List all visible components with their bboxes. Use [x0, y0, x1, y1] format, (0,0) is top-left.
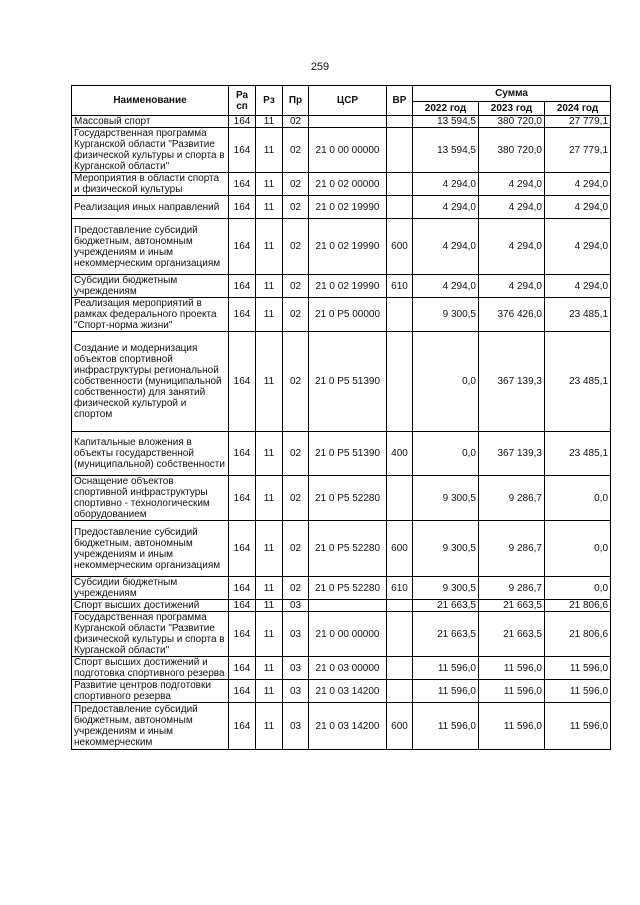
- row-amount-2024: 21 806,6: [545, 612, 611, 657]
- row-amount-2023: 4 294,0: [479, 196, 545, 219]
- row-rasp: 164: [229, 128, 256, 173]
- table-row: [72, 577, 611, 600]
- row-csr: 21 0 02 19990: [309, 219, 387, 275]
- budget-table: [71, 85, 611, 750]
- col-header-vr: ВР: [387, 86, 413, 116]
- row-amount-2024: 0,0: [545, 521, 611, 577]
- row-rz: 11: [256, 703, 283, 750]
- row-rz: 11: [256, 116, 283, 128]
- row-rasp: 164: [229, 173, 256, 196]
- row-amount-2023: 380 720,0: [479, 116, 545, 128]
- row-amount-2022: 4 294,0: [413, 275, 479, 298]
- row-amount-2022: 11 596,0: [413, 703, 479, 750]
- table-body: [72, 116, 611, 750]
- row-pr: 02: [283, 128, 309, 173]
- row-name: Предоставление субсидий бюджетным, автономным учреждениям и иным некоммерческим: [72, 703, 229, 750]
- col-header-2022: 2022 год: [413, 102, 479, 116]
- row-pr: 03: [283, 600, 309, 612]
- row-pr: 03: [283, 680, 309, 703]
- row-amount-2022: 9 300,5: [413, 577, 479, 600]
- col-header-csr: ЦСР: [309, 86, 387, 116]
- table-row: [72, 116, 611, 128]
- row-amount-2022: 4 294,0: [413, 173, 479, 196]
- page-number: 259: [310, 61, 330, 73]
- row-name: Реализация иных направлений: [72, 196, 229, 219]
- row-amount-2023: 380 720,0: [479, 128, 545, 173]
- row-rz: 11: [256, 298, 283, 332]
- row-csr: 21 0 00 00000: [309, 612, 387, 657]
- table-row: [72, 703, 611, 750]
- row-pr: 02: [283, 219, 309, 275]
- row-rz: 11: [256, 275, 283, 298]
- row-name: Субсидии бюджетным учреждениям: [72, 577, 229, 600]
- row-amount-2023: 11 596,0: [479, 680, 545, 703]
- row-amount-2024: 23 485,1: [545, 298, 611, 332]
- row-pr: 02: [283, 432, 309, 476]
- row-amount-2022: 13 594,5: [413, 128, 479, 173]
- row-amount-2023: 9 286,7: [479, 476, 545, 521]
- row-vr: [387, 196, 413, 219]
- row-vr: [387, 298, 413, 332]
- row-csr: 21 0 P5 51390: [309, 432, 387, 476]
- row-rasp: 164: [229, 657, 256, 680]
- row-amount-2024: 27 779,1: [545, 116, 611, 128]
- row-name: Государственная программа Курганской области "Развитие физической культуры и спорта в Курганской области": [72, 128, 229, 173]
- row-csr: 21 0 02 19990: [309, 196, 387, 219]
- row-pr: 02: [283, 196, 309, 219]
- row-csr: 21 0 02 19990: [309, 275, 387, 298]
- table-header: [72, 86, 611, 116]
- table-row: [72, 657, 611, 680]
- row-vr: 600: [387, 703, 413, 750]
- row-rz: 11: [256, 476, 283, 521]
- row-amount-2023: 376 426,0: [479, 298, 545, 332]
- row-name: Спорт высших достижений: [72, 600, 229, 612]
- row-amount-2024: 4 294,0: [545, 275, 611, 298]
- row-amount-2022: 21 663,5: [413, 612, 479, 657]
- row-amount-2024: 11 596,0: [545, 680, 611, 703]
- row-pr: 02: [283, 521, 309, 577]
- row-name: Предоставление субсидий бюджетным, автономным учреждениям и иным некоммерческим организациям: [72, 521, 229, 577]
- row-amount-2022: 4 294,0: [413, 196, 479, 219]
- row-rz: 11: [256, 600, 283, 612]
- row-csr: 21 0 P5 00000: [309, 298, 387, 332]
- row-amount-2024: 0,0: [545, 476, 611, 521]
- table-row: [72, 680, 611, 703]
- row-pr: 02: [283, 298, 309, 332]
- row-vr: [387, 612, 413, 657]
- row-vr: [387, 128, 413, 173]
- row-csr: 21 0 P5 52280: [309, 577, 387, 600]
- row-vr: [387, 116, 413, 128]
- row-vr: [387, 332, 413, 432]
- row-vr: [387, 476, 413, 521]
- col-header-pr: Пр: [283, 86, 309, 116]
- row-rz: 11: [256, 173, 283, 196]
- row-rasp: 164: [229, 521, 256, 577]
- row-name: Мероприятия в области спорта и физической культуры: [72, 173, 229, 196]
- row-vr: 600: [387, 219, 413, 275]
- row-rasp: 164: [229, 432, 256, 476]
- row-vr: [387, 657, 413, 680]
- row-amount-2023: 4 294,0: [479, 173, 545, 196]
- row-rasp: 164: [229, 298, 256, 332]
- row-vr: [387, 680, 413, 703]
- row-csr: [309, 116, 387, 128]
- row-amount-2024: 4 294,0: [545, 196, 611, 219]
- row-rasp: 164: [229, 612, 256, 657]
- row-name: Развитие центров подготовки спортивного резерва: [72, 680, 229, 703]
- table-row: [72, 298, 611, 332]
- row-amount-2023: 11 596,0: [479, 657, 545, 680]
- table-row: [72, 196, 611, 219]
- row-amount-2023: 367 139,3: [479, 332, 545, 432]
- col-header-2023: 2023 год: [479, 102, 545, 116]
- row-pr: 02: [283, 275, 309, 298]
- row-amount-2022: 9 300,5: [413, 521, 479, 577]
- row-rasp: 164: [229, 680, 256, 703]
- row-name: Государственная программа Курганской области "Развитие физической культуры и спорта в Курганской области": [72, 612, 229, 657]
- row-rz: 11: [256, 680, 283, 703]
- row-rz: 11: [256, 612, 283, 657]
- row-rz: 11: [256, 128, 283, 173]
- row-amount-2022: 9 300,5: [413, 298, 479, 332]
- row-pr: 02: [283, 116, 309, 128]
- row-csr: 21 0 03 14200: [309, 703, 387, 750]
- row-pr: 02: [283, 332, 309, 432]
- row-amount-2022: 11 596,0: [413, 680, 479, 703]
- row-vr: [387, 173, 413, 196]
- row-vr: 610: [387, 275, 413, 298]
- row-amount-2022: 9 300,5: [413, 476, 479, 521]
- row-pr: 03: [283, 657, 309, 680]
- table-row: [72, 432, 611, 476]
- table-row: [72, 332, 611, 432]
- row-amount-2024: 11 596,0: [545, 657, 611, 680]
- row-amount-2022: 13 594,5: [413, 116, 479, 128]
- row-vr: 400: [387, 432, 413, 476]
- row-name: Массовый спорт: [72, 116, 229, 128]
- row-amount-2024: 23 485,1: [545, 432, 611, 476]
- row-amount-2024: 27 779,1: [545, 128, 611, 173]
- row-rz: 11: [256, 332, 283, 432]
- row-amount-2024: 23 485,1: [545, 332, 611, 432]
- row-name: Капитальные вложения в объекты государственной (муниципальной) собственности: [72, 432, 229, 476]
- row-csr: 21 0 00 00000: [309, 128, 387, 173]
- col-header-rasp: Ра сп: [229, 86, 256, 116]
- table-row: [72, 128, 611, 173]
- row-rz: 11: [256, 521, 283, 577]
- row-amount-2022: 21 663,5: [413, 600, 479, 612]
- row-rz: 11: [256, 196, 283, 219]
- row-csr: [309, 600, 387, 612]
- col-header-rz: Рз: [256, 86, 283, 116]
- row-amount-2024: 0,0: [545, 577, 611, 600]
- row-vr: 600: [387, 521, 413, 577]
- row-name: Предоставление субсидий бюджетным, автономным учреждениям и иным некоммерческим организациям: [72, 219, 229, 275]
- row-rz: 11: [256, 219, 283, 275]
- row-pr: 02: [283, 577, 309, 600]
- row-csr: 21 0 02 00000: [309, 173, 387, 196]
- row-name: Реализация мероприятий в рамках федерального проекта "Спорт-норма жизни": [72, 298, 229, 332]
- table-row: [72, 612, 611, 657]
- table-row: [72, 521, 611, 577]
- row-rasp: 164: [229, 196, 256, 219]
- row-csr: 21 0 P5 52280: [309, 521, 387, 577]
- row-amount-2023: 9 286,7: [479, 521, 545, 577]
- row-rz: 11: [256, 577, 283, 600]
- row-csr: 21 0 P5 51390: [309, 332, 387, 432]
- table-row: [72, 600, 611, 612]
- row-amount-2022: 0,0: [413, 432, 479, 476]
- row-csr: 21 0 03 00000: [309, 657, 387, 680]
- row-name: Оснащение объектов спортивной инфраструктуры спортивно - технологическим оборудованием: [72, 476, 229, 521]
- row-pr: 02: [283, 476, 309, 521]
- table-row: [72, 275, 611, 298]
- row-pr: 03: [283, 612, 309, 657]
- row-amount-2023: 4 294,0: [479, 219, 545, 275]
- row-rasp: 164: [229, 219, 256, 275]
- row-amount-2022: 11 596,0: [413, 657, 479, 680]
- table-row: [72, 173, 611, 196]
- row-amount-2023: 367 139,3: [479, 432, 545, 476]
- row-rasp: 164: [229, 116, 256, 128]
- row-vr: 610: [387, 577, 413, 600]
- row-amount-2023: 21 663,5: [479, 612, 545, 657]
- row-name: Создание и модернизация объектов спортивной инфраструктуры региональной собственности (муниципальной собственности) для занятий физической культурой и спортом: [72, 332, 229, 432]
- row-amount-2023: 9 286,7: [479, 577, 545, 600]
- row-vr: [387, 600, 413, 612]
- row-rasp: 164: [229, 332, 256, 432]
- row-csr: 21 0 03 14200: [309, 680, 387, 703]
- row-rasp: 164: [229, 600, 256, 612]
- row-name: Спорт высших достижений и подготовка спортивного резерва: [72, 657, 229, 680]
- row-amount-2022: 0,0: [413, 332, 479, 432]
- row-csr: 21 0 P5 52280: [309, 476, 387, 521]
- row-amount-2024: 4 294,0: [545, 219, 611, 275]
- row-rz: 11: [256, 657, 283, 680]
- row-pr: 03: [283, 703, 309, 750]
- col-header-sum: Сумма: [413, 86, 611, 102]
- row-amount-2023: 21 663,5: [479, 600, 545, 612]
- row-amount-2023: 4 294,0: [479, 275, 545, 298]
- row-rasp: 164: [229, 577, 256, 600]
- row-name: Субсидии бюджетным учреждениям: [72, 275, 229, 298]
- row-amount-2024: 4 294,0: [545, 173, 611, 196]
- row-rasp: 164: [229, 275, 256, 298]
- row-rasp: 164: [229, 703, 256, 750]
- row-pr: 02: [283, 173, 309, 196]
- table-row: [72, 476, 611, 521]
- row-rasp: 164: [229, 476, 256, 521]
- row-amount-2022: 4 294,0: [413, 219, 479, 275]
- col-header-name: Наименование: [72, 86, 229, 116]
- table-row: [72, 219, 611, 275]
- col-header-2024: 2024 год: [545, 102, 611, 116]
- row-amount-2024: 21 806,6: [545, 600, 611, 612]
- row-rz: 11: [256, 432, 283, 476]
- row-amount-2023: 11 596,0: [479, 703, 545, 750]
- row-amount-2024: 11 596,0: [545, 703, 611, 750]
